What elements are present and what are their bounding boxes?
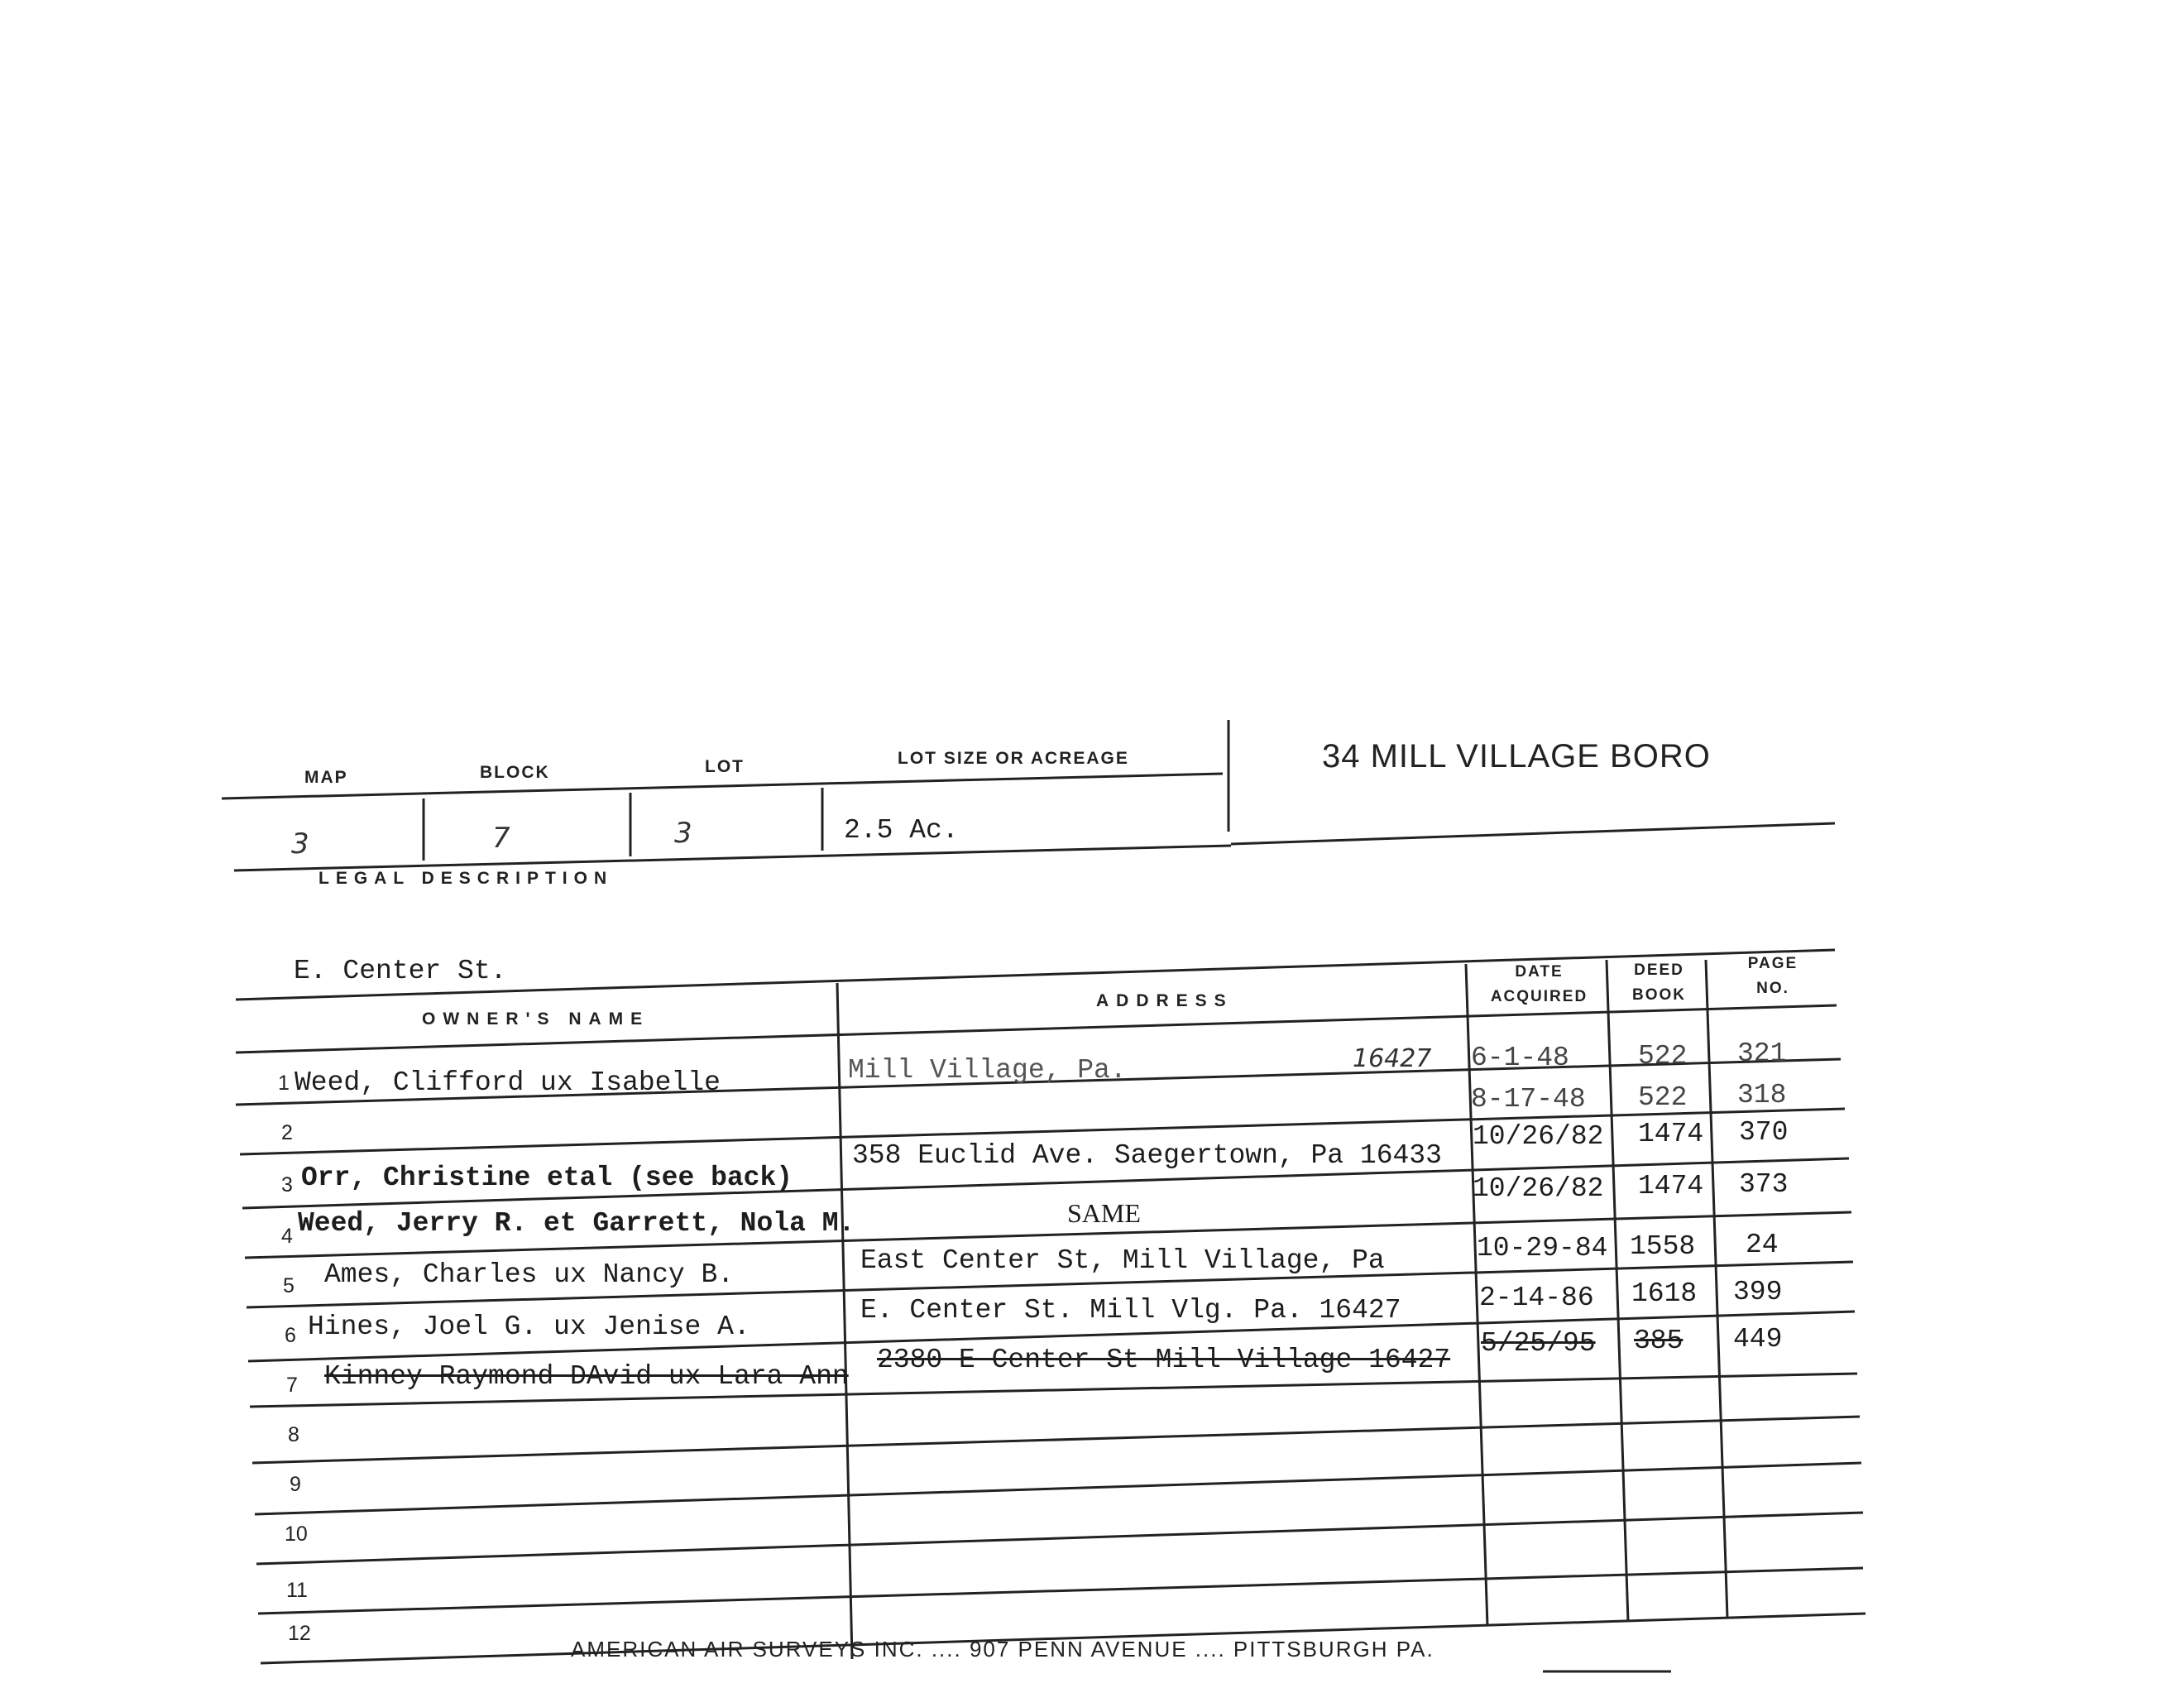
lot-size-header: LOT SIZE OR ACREAGE [898,749,1129,768]
map-header: MAP [304,768,348,787]
row-number: 12 [288,1622,311,1645]
page-no-value: 24 [1746,1230,1779,1260]
date-acquired-value: 10-29-84 [1477,1233,1608,1264]
municipality-title: 34 MILL VILLAGE BORO [1322,738,1711,774]
address-header: ADDRESS [1096,991,1233,1010]
deed-book-value: 1474 [1638,1119,1704,1149]
page-no-value: 321 [1737,1038,1787,1069]
deed-book-header [1612,958,1707,1008]
row-number: 7 [286,1374,298,1397]
row-number: 6 [285,1324,296,1347]
date-acquired-value: 5/25/95 [1481,1328,1596,1359]
deed-book-header-line2: BOOK [1632,986,1686,1004]
date-acquired-header [1471,960,1607,1009]
page-no-value: 399 [1733,1277,1783,1307]
row-number: 5 [283,1274,295,1297]
page-no-value: 318 [1737,1080,1787,1110]
deed-book-value: 1618 [1631,1278,1698,1309]
page-no-header-line1: PAGE [1747,955,1798,972]
legal-description-value: E. Center St. [294,956,507,986]
deed-book-value: 1474 [1638,1171,1704,1201]
address-value: Mill Village, Pa. [848,1055,1127,1086]
owner-name: Kinney Raymond DAvid ux Lara Ann [324,1361,849,1392]
lot-value: 3 [674,817,692,850]
address-value: East Center St, Mill Village, Pa [860,1245,1385,1276]
deed-book-value: 522 [1638,1041,1688,1072]
map-value: 3 [291,827,309,861]
row-number: 2 [281,1121,293,1144]
page-no-value: 370 [1739,1117,1789,1148]
deed-book-value: 522 [1638,1082,1688,1113]
row-number: 3 [281,1173,293,1196]
block-value: 7 [492,822,510,855]
date-acquired-value: 10/26/82 [1473,1173,1604,1204]
row-number: 10 [285,1523,308,1546]
address-value: SAME [1067,1198,1141,1228]
address-value: 358 Euclid Ave. Saegertown, Pa 16433 [852,1140,1442,1171]
handwritten-zip: 16427 [1353,1044,1432,1073]
owner-name: Orr, Christine etal (see back) [301,1163,793,1193]
owners-name-header: OWNER'S NAME [422,1009,650,1029]
date-acquired-header-line1: DATE [1515,963,1564,981]
block-header: BLOCK [480,763,550,782]
page-no-value: 449 [1733,1324,1783,1355]
date-acquired-value: 8-17-48 [1471,1084,1586,1115]
date-acquired-header-line2: ACQUIRED [1490,988,1588,1005]
row-number: 4 [281,1225,293,1248]
owner-name: Ames, Charles ux Nancy B. [324,1259,735,1290]
address-value: 2380 E Center St Mill Village 16427 [877,1345,1451,1375]
row-number: 8 [288,1423,299,1446]
page-no-header [1711,952,1835,1001]
date-acquired-value: 6-1-48 [1471,1043,1569,1073]
row-number: 11 [286,1579,308,1602]
owner-name: Weed, Jerry R. et Garrett, Nola M. [298,1208,855,1239]
page-no-header-line2: NO. [1756,980,1789,997]
deed-book-value: 385 [1634,1326,1684,1356]
row-number: 9 [290,1473,301,1496]
legal-description-header: LEGAL DESCRIPTION [318,869,614,888]
deed-book-header-line1: DEED [1634,961,1684,979]
lot-size-value: 2.5 Ac. [844,815,959,846]
owner-name: Hines, Joel G. ux Jenise A. [308,1312,750,1342]
lot-header: LOT [705,757,745,776]
date-acquired-value: 2-14-86 [1479,1283,1594,1313]
deed-book-value: 1558 [1630,1231,1696,1262]
footer-publisher: AMERICAN AIR SURVEYS INC. .... 907 PENN AVENUE .... PITTSBURGH PA. [571,1637,1434,1662]
date-acquired-value: 10/26/82 [1473,1121,1604,1152]
address-value: E. Center St. Mill Vlg. Pa. 16427 [860,1295,1401,1326]
owner-name: Weed, Clifford ux Isabelle [295,1067,721,1098]
row-number: 1 [278,1072,290,1095]
page-no-value: 373 [1739,1169,1789,1200]
